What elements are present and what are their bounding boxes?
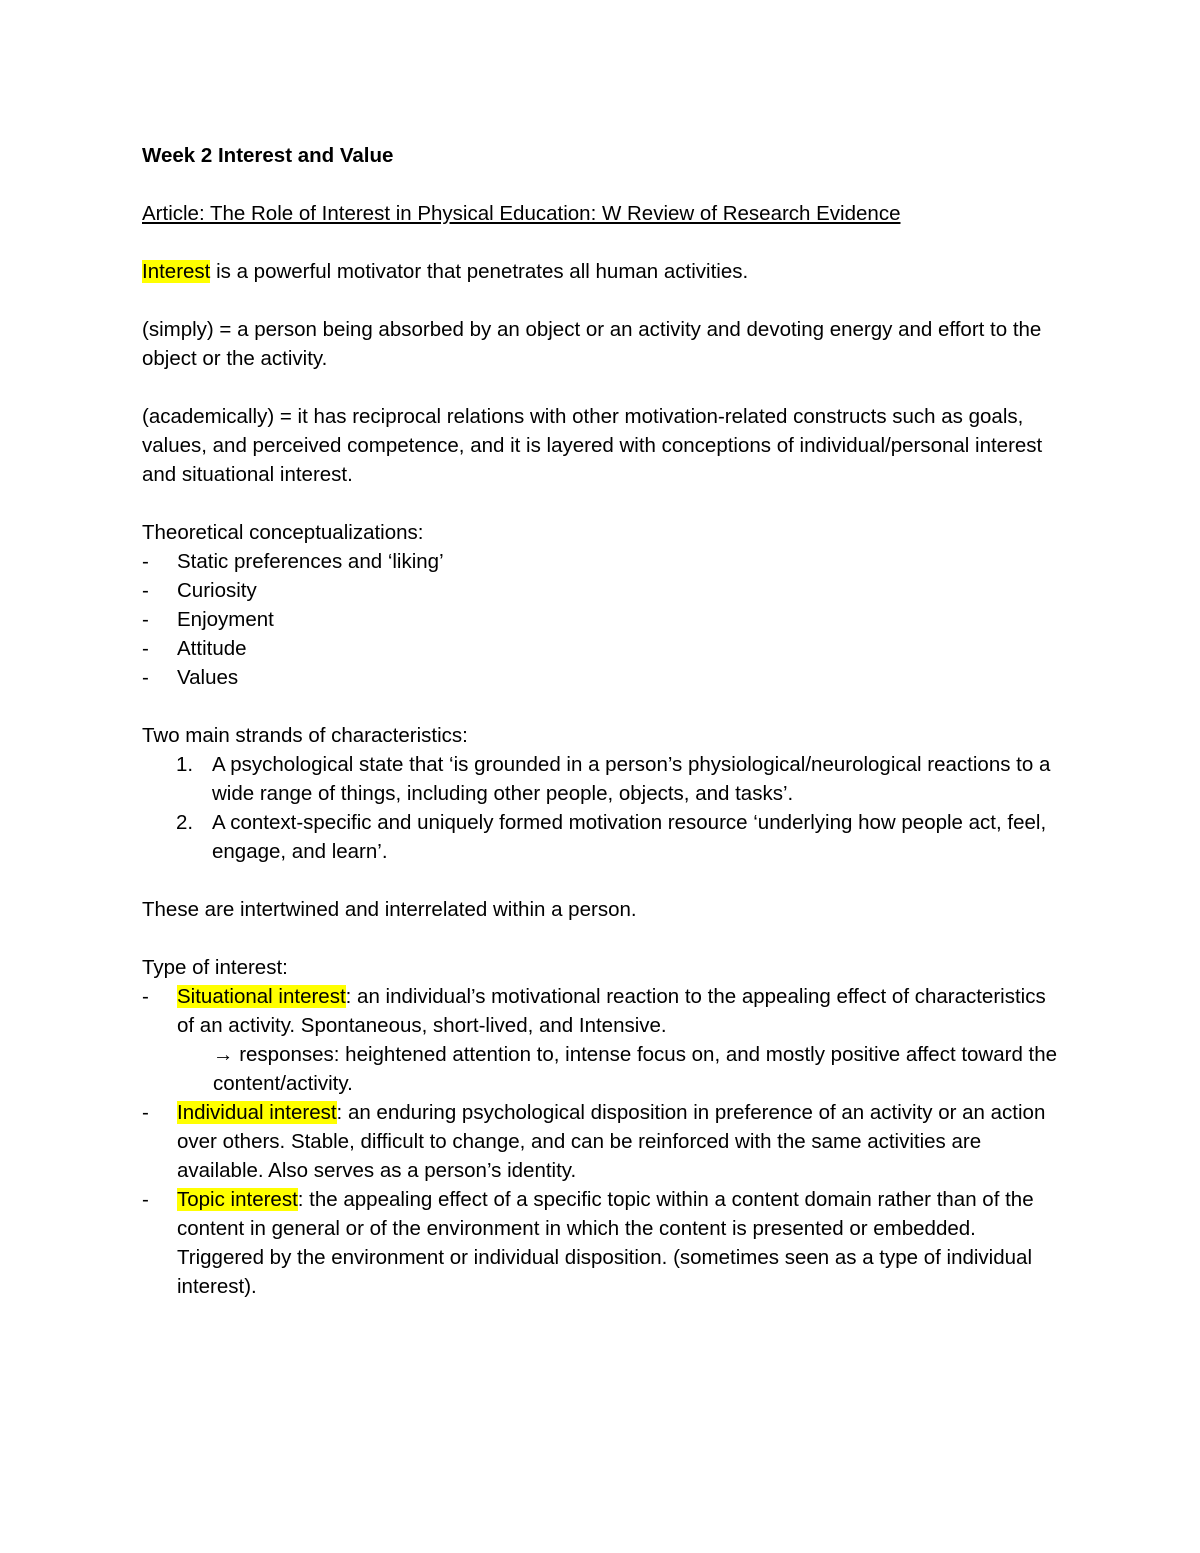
highlight-interest: Interest	[142, 260, 211, 283]
strands-list	[142, 750, 1062, 866]
dash-marker: -	[142, 608, 149, 631]
theoretical-heading: Theoretical conceptualizations:	[142, 521, 424, 544]
spacer	[142, 692, 1062, 721]
list-item-individual: - Individual interest: an enduring psychological disposition in preference of an activity or an action over others. Stable, difficult to change, and can be reinforced with the same activities are available. Also serves as a person’s identity.	[142, 1098, 1062, 1185]
number-marker: 2.	[176, 811, 194, 834]
list-item: - Attitude	[142, 634, 1062, 663]
spacer	[142, 924, 1062, 953]
list-item-situational: - Situational interest: an individual’s motivational reaction to the appealing effect of characteristics of an activity. Spontaneous, short-lived, and Intensive. → responses: heightened attention to, intense focus on, and mostly positive affect toward the content/activity.	[142, 982, 1062, 1098]
document-title: Week 2 Interest and Value	[142, 144, 394, 167]
highlight-topic-interest: Topic interest	[177, 1188, 298, 1211]
dash-marker: -	[142, 1188, 149, 1211]
list-item: - Values	[142, 663, 1062, 692]
article-title: Article: The Role of Interest in Physical Education: W Review of Research Evidence	[142, 202, 901, 225]
list-item: 2. A context-specific and uniquely formed motivation resource ‘underlying how people act, feel, engage, and learn’.	[142, 808, 1062, 866]
types-list	[142, 982, 1062, 1301]
dash-marker: -	[142, 666, 149, 689]
dash-marker: -	[142, 579, 149, 602]
spacer	[142, 170, 1062, 199]
academic-definition: (academically) = it has reciprocal relations with other motivation-related constructs such as goals, values, and perceived competence, and it is layered with conceptions of individual/personal interest and situational interest.	[142, 405, 1043, 486]
document-page	[142, 141, 1062, 1301]
arrow-right-icon: →	[213, 1043, 234, 1066]
theoretical-list	[142, 547, 1062, 692]
dash-marker: -	[142, 637, 149, 660]
spacer	[142, 373, 1062, 402]
spacer	[142, 286, 1062, 315]
list-item: - Enjoyment	[142, 605, 1062, 634]
types-heading: Type of interest:	[142, 956, 288, 979]
dash-marker: -	[142, 550, 149, 573]
interest-definition	[142, 257, 1062, 286]
simple-definition: (simply) = a person being absorbed by an object or an activity and devoting energy and effort to the object or the activity.	[142, 318, 1042, 370]
highlight-individual-interest: Individual interest	[177, 1101, 337, 1124]
number-marker: 1.	[176, 753, 194, 776]
interest-definition-text: is a powerful motivator that penetrates all human activities.	[210, 260, 749, 283]
highlight-situational-interest: Situational interest	[177, 985, 346, 1008]
dash-marker: -	[142, 985, 149, 1008]
situational-responses: → responses: heightened attention to, intense focus on, and mostly positive affect toward the content/activity.	[177, 1040, 1062, 1098]
spacer	[142, 228, 1062, 257]
list-item: - Curiosity	[142, 576, 1062, 605]
spacer	[142, 489, 1062, 518]
strands-heading: Two main strands of characteristics:	[142, 724, 468, 747]
list-item: - Static preferences and ‘liking’	[142, 547, 1062, 576]
spacer	[142, 866, 1062, 895]
dash-marker: -	[142, 1101, 149, 1124]
list-item-topic: - Topic interest: the appealing effect of a specific topic within a content domain rather than of the content in general or of the environment in which the content is presented or embedded. Triggered by the environment or individual disposition. (sometimes seen as a type of individual interest).	[142, 1185, 1062, 1301]
intertwined-statement: These are intertwined and interrelated within a person.	[142, 898, 637, 921]
list-item: 1. A psychological state that ‘is grounded in a person’s physiological/neurological reactions to a wide range of things, including other people, objects, and tasks’.	[142, 750, 1062, 808]
